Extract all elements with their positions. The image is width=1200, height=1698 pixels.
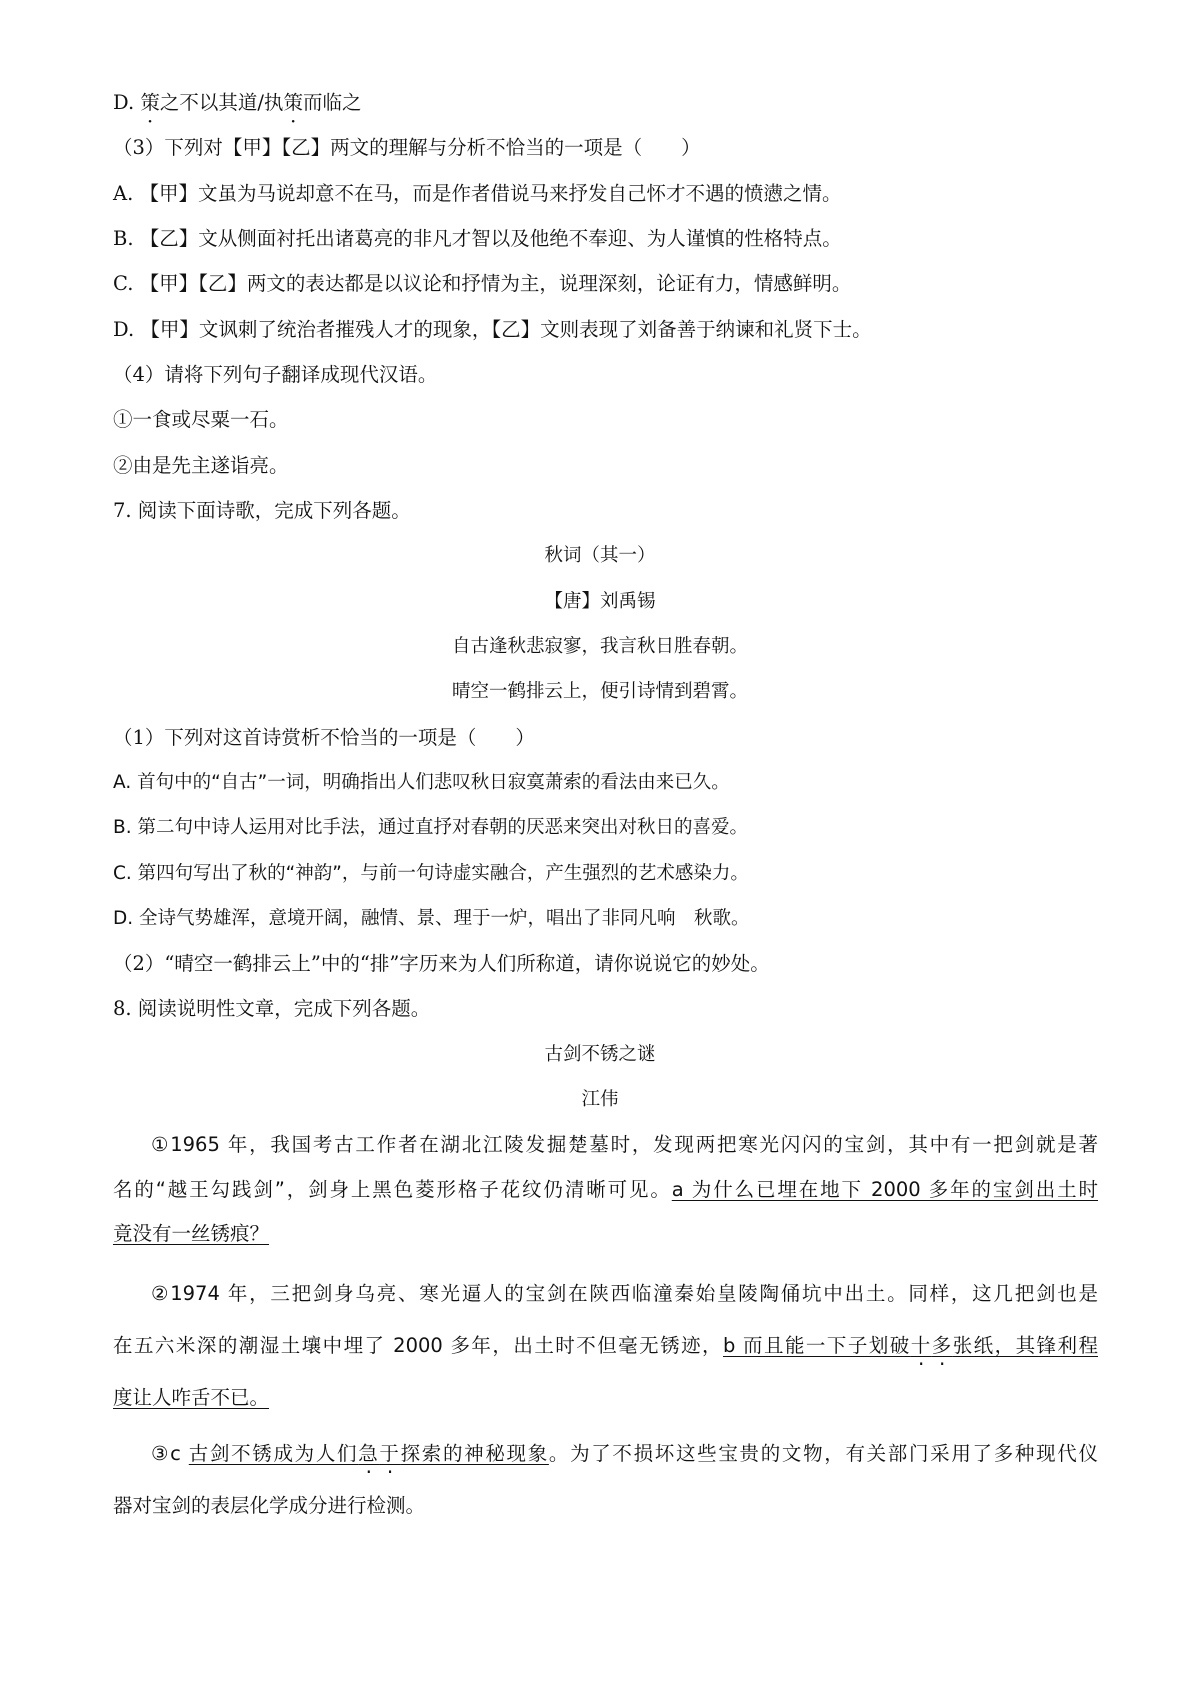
poem-author: 【唐】刘禹锡	[544, 591, 656, 612]
poem-line-2: 晴空一鹤排云上，便引诗情到碧霄。	[451, 681, 748, 702]
p3-line-1: ③c 古剑不锈成为人们急于探索的神秘现象。为了不损坏这些宝贵的文物，有关部门采用了多种现代仪	[151, 1442, 1098, 1465]
poem-title: 秋词（其一）	[544, 545, 656, 566]
q7-1-option-d: D. 全诗气势雄浑，意境开阔，融情、景、理于一炉，唱出了非同凡响 秋歌。	[113, 908, 750, 929]
article-author: 江伟	[581, 1089, 619, 1110]
emphasis-char: 急	[358, 1442, 380, 1465]
emphasis-char: 策	[283, 91, 303, 114]
article-title: 古剑不锈之谜	[544, 1044, 656, 1065]
emphasis-char: 于	[379, 1442, 401, 1465]
emphasis-char: 十	[910, 1334, 932, 1357]
emphasis-char: 多	[931, 1334, 953, 1357]
q6-3-option-a: A. 【甲】文虽为马说却意不在马，而是作者借说马来抒发自己怀才不遇的愤懑之情。	[113, 182, 842, 205]
emphasis-char: 策	[140, 91, 160, 114]
q6-3-option-c: C. 【甲】【乙】两文的表达都是以议论和抒情为主，说理深刻，论证有力，情感鲜明。	[113, 272, 852, 295]
q6-4-item-2: ②由是先主遂诣亮。	[113, 454, 289, 477]
p1-line-3: 竟没有一丝锈痕？	[113, 1222, 270, 1245]
p2-line-3: 度让人咋舌不已。	[113, 1386, 270, 1409]
q7-1-option-c: C. 第四句写出了秋的“神韵”，与前一句诗虚实融合，产生强烈的艺术感染力。	[113, 863, 749, 884]
q6-option-d: D. 策之不以其道/执策而临之	[113, 91, 362, 114]
p1-line-1: ①1965 年，我国考古工作者在湖北江陵发掘楚墓时，发现两把寒光闪闪的宝剑，其中有一把剑就是著	[151, 1133, 1098, 1156]
q7-heading: 7. 阅读下面诗歌，完成下列各题。	[113, 499, 411, 522]
q8-heading: 8. 阅读说明性文章，完成下列各题。	[113, 997, 431, 1020]
q6-3-question: （3）下列对【甲】【乙】两文的理解与分析不恰当的一项是（ ）	[113, 136, 701, 159]
p3-line-2: 器对宝剑的表层化学成分进行检测。	[113, 1494, 426, 1517]
q7-1-option-a: A. 首句中的“自古”一词，明确指出人们悲叹秋日寂寞萧索的看法由来已久。	[113, 772, 730, 793]
p2-line-2: 在五六米深的潮湿土壤中埋了 2000 多年，出土时不但毫无锈迹，b 而且能一下子划破十多张纸，其锋利程	[113, 1334, 1098, 1357]
underlined-sentence-b: b 而且能一下子划破十多张纸，其锋利程	[723, 1334, 1098, 1357]
q7-2-question: （2）“晴空一鹤排云上”中的“排”字历来为人们所称道，请你说说它的妙处。	[113, 952, 770, 975]
underlined-sentence-c: 古剑不锈成为人们急于探索的神秘现象	[188, 1442, 549, 1465]
q7-1-option-b: B. 第二句中诗人运用对比手法，通过直抒对春朝的厌恶来突出对秋日的喜爱。	[113, 817, 748, 838]
q7-1-question: （1）下列对这首诗赏析不恰当的一项是（ ）	[113, 726, 535, 749]
p2-line-1: ②1974 年，三把剑身乌亮、寒光逼人的宝剑在陕西临潼秦始皇陵陶俑坑中出土。同样，这几把剑也是	[151, 1282, 1098, 1305]
q6-4-item-1: ①一食或尽粟一石。	[113, 408, 289, 431]
underlined-question-a: a 为什么已埋在地下 2000 多年的宝剑出土时	[671, 1178, 1098, 1201]
q6-3-option-d: D. 【甲】文讽刺了统治者摧残人才的现象，【乙】文则表现了刘备善于纳谏和礼贤下士。	[113, 318, 872, 341]
q6-4-question: （4）请将下列句子翻译成现代汉语。	[113, 363, 438, 386]
poem-line-1: 自古逢秋悲寂寥，我言秋日胜春朝。	[451, 636, 748, 657]
q6-3-option-b: B. 【乙】文从侧面衬托出诸葛亮的非凡才智以及他绝不奉迎、为人谨慎的性格特点。	[113, 227, 842, 250]
p1-line-2: 名的“越王勾践剑”，剑身上黑色菱形格子花纹仍清晰可见。a 为什么已埋在地下 2000 多年的宝剑出土时	[113, 1178, 1098, 1201]
